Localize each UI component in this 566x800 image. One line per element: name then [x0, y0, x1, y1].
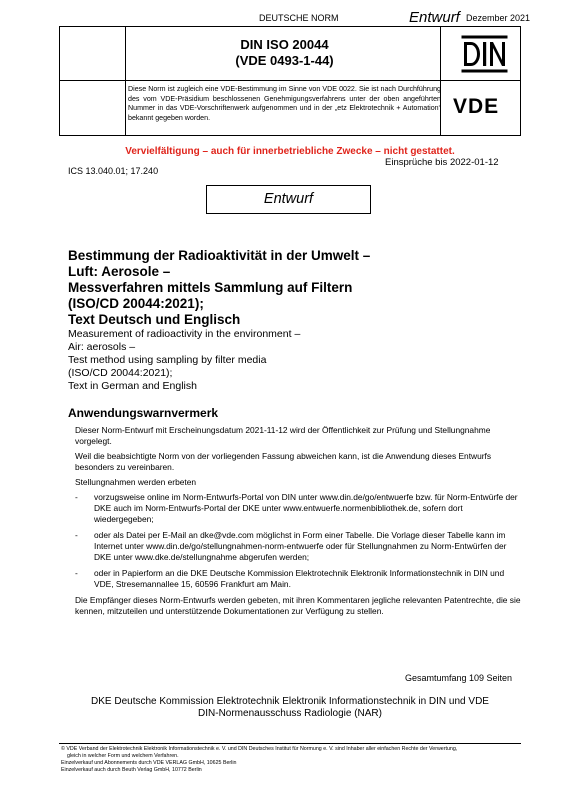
title-english	[68, 328, 528, 393]
paragraph: Die Empfänger dieses Norm-Entwurfs werden gebeten, mit ihren Kommentaren jegliche relevanten Patentrechte, die sie kennen, mitzuteilen und unterstützende Dokumentationen zur Verfügung zu stellen.	[75, 595, 521, 616]
title-line: (ISO/CD 20044:2021);	[68, 367, 173, 379]
application-warning-body	[75, 425, 521, 621]
footer-divider	[59, 743, 521, 744]
title-german	[68, 248, 528, 328]
paragraph: Stellungnahmen werden erbeten	[75, 477, 197, 487]
list-item-text: oder in Papierform an die DKE Deutsche Kommission Elektrotechnik Elektronik Informationstechnik in DIN und VDE, Stresemannallee 15, 60596 Frankfurt am Main.	[94, 568, 505, 589]
list-item	[75, 568, 521, 590]
paragraph: Weil die beabsichtigte Norm von der vorliegenden Fassung abweichen kann, ist die Anwendung dieses Entwurfs besonders zu vereinbaren.	[75, 451, 492, 472]
paragraph: Dieser Norm-Entwurf mit Erscheinungsdatum 2021-11-12 wird der Öffentlichkeit zur Prüfung und Stellungnahme vorgelegt.	[75, 425, 491, 446]
copy-warning: Vervielfältigung – auch für innerbetriebliche Zwecke – nicht gestattet.	[125, 146, 455, 157]
title-line: Text in German and English	[68, 380, 197, 392]
vde-number: (VDE 0493-1-44)	[235, 53, 334, 68]
section-heading: Anwendungswarnvermerk	[68, 406, 219, 420]
footer-line: Einzelverkauf und Abonnements durch VDE VERLAG GmbH, 10625 Berlin	[61, 760, 237, 766]
document-number: DIN ISO 20044	[240, 37, 329, 52]
title-line: (ISO/CD 20044:2021);	[68, 296, 204, 311]
bullet-dash: -	[75, 492, 78, 502]
footer	[61, 746, 523, 774]
vde-notice: Diese Norm ist zugleich eine VDE-Bestimmung im Sinne von VDE 0022. Sie ist nach Durchführung des vom VDE-Präsidium beschlossenen Genehmigungsverfahrens unter der oben angeführten Nummer in das VDE-Vorschriftenwerk aufgenommen und in der „etz Elektrotechnik + Automation“ bekannt gegeben worden.	[128, 85, 441, 122]
list-item	[75, 492, 521, 525]
bullet-dash: -	[75, 530, 78, 540]
norm-type-label: DEUTSCHE NORM	[259, 13, 339, 23]
footer-line: gleich in welcher Form und welchem Verfahren.	[67, 753, 179, 759]
footer-line: © VDE Verband der Elektrotechnik Elektronik Informationstechnik e. V. und DIN Deutsches Institut für Normung e. V. sind Inhaber aller einfachen Rechte der Verwertung,	[61, 746, 458, 752]
frame-divider	[60, 80, 520, 81]
objection-deadline: Einsprüche bis 2022-01-12	[385, 157, 499, 168]
committee-block	[59, 696, 521, 720]
committee-line: DIN-Normenausschuss Radiologie (NAR)	[198, 708, 382, 719]
status-label: Entwurf	[409, 9, 460, 26]
vde-logo: VDE	[453, 95, 500, 118]
title-line: Luft: Aerosole –	[68, 264, 171, 279]
ics-code: ICS 13.040.01; 17.240	[68, 166, 159, 176]
title-line: Test method using sampling by filter media	[68, 354, 267, 366]
total-pages: Gesamtumfang 109 Seiten	[405, 673, 513, 683]
draft-box: Entwurf	[206, 185, 371, 214]
list-item-text: vorzugsweise online im Norm-Entwurfs-Portal von DIN unter www.din.de/go/entwuerfe bzw. für Norm-Entwürfe der DKE auch im Norm-Entwurfs-Portal der DKE unter www.entwuerfe.normenbibliothek.de, sofern dort wiedergegeben;	[94, 492, 518, 524]
publication-date: Dezember 2021	[466, 13, 531, 23]
committee-line: DKE Deutsche Kommission Elektrotechnik Elektronik Informationstechnik in DIN und VDE	[91, 696, 489, 707]
footer-line: Einzelverkauf auch durch Beuth Verlag GmbH, 10772 Berlin	[61, 767, 202, 773]
title-line: Messverfahren mittels Sammlung auf Filtern	[68, 280, 353, 295]
din-logo-icon	[461, 35, 508, 73]
list-item	[75, 530, 521, 563]
title-line: Measurement of radioactivity in the environment –	[68, 328, 301, 340]
bullet-dash: -	[75, 568, 78, 578]
list-item-text: oder als Datei per E-Mail an dke@vde.com möglichst in Form einer Tabelle. Die Vorlage dieser Tabelle kann im Internet unter www.din.de/go/stellungnahmen-norm-entwuerfe oder für Stellungnahmen zu Norm-Entwürfen der DKE unter www.dke.de/stellungnahme abgerufen werden;	[94, 530, 507, 562]
title-line: Air: aerosols –	[68, 341, 136, 353]
title-line: Text Deutsch und Englisch	[68, 312, 241, 327]
title-line: Bestimmung der Radioaktivität in der Umwelt –	[68, 248, 371, 263]
